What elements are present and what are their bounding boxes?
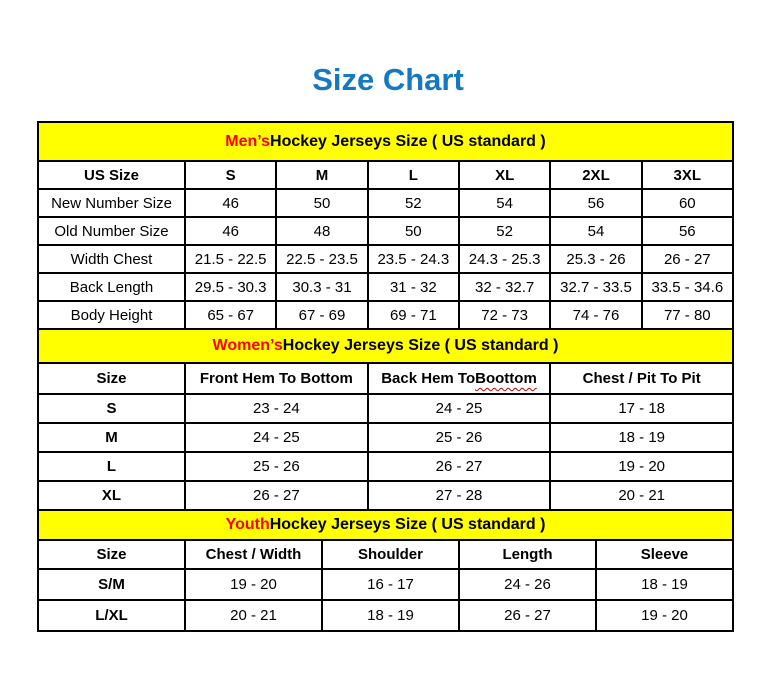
table-cell: 17 - 18 xyxy=(549,395,732,422)
page-title: Size Chart xyxy=(312,62,464,97)
column-header: Size xyxy=(96,546,127,563)
row-label: Back Length xyxy=(69,278,154,296)
womens-size-table xyxy=(39,328,732,509)
table-cell: 31 - 32 xyxy=(367,274,458,300)
column-header: 3XL xyxy=(641,162,732,188)
column-header: Length xyxy=(458,541,595,568)
table-cell: 19 - 20 xyxy=(595,601,732,630)
table-row xyxy=(39,599,732,630)
table-cell: 77 - 80 xyxy=(641,302,732,328)
row-label: XL xyxy=(101,487,122,504)
mens-title-highlight: Men’s xyxy=(225,132,271,150)
table-row xyxy=(39,393,732,422)
table-cell: 24 - 26 xyxy=(458,570,595,599)
table-cell: 56 xyxy=(549,190,640,216)
column-header: US Size xyxy=(83,166,140,184)
table-row xyxy=(39,422,732,451)
table-cell: 50 xyxy=(275,190,366,216)
womens-header-row xyxy=(39,362,732,393)
table-cell: 16 - 17 xyxy=(321,570,458,599)
column-header-text: Back Hem To xyxy=(381,370,476,387)
womens-title-highlight: Women’s xyxy=(212,337,283,354)
column-header: Shoulder xyxy=(321,541,458,568)
table-cell: 26 - 27 xyxy=(367,453,550,480)
table-cell: 25 - 26 xyxy=(184,453,367,480)
table-cell: 46 xyxy=(184,218,275,244)
table-cell: 54 xyxy=(458,190,549,216)
table-cell: 74 - 76 xyxy=(549,302,640,328)
table-cell: 22.5 - 23.5 xyxy=(275,246,366,272)
table-row xyxy=(39,272,732,300)
column-header: L xyxy=(367,162,458,188)
row-label: L xyxy=(106,458,117,475)
table-cell: 27 - 28 xyxy=(367,482,550,509)
table-cell: 18 - 19 xyxy=(595,570,732,599)
table-row xyxy=(39,300,732,328)
table-cell: 48 xyxy=(275,218,366,244)
table-cell: 25 - 26 xyxy=(367,424,550,451)
table-cell: 69 - 71 xyxy=(367,302,458,328)
column-header: Front Hem To Bottom xyxy=(184,364,367,393)
table-cell: 24 - 25 xyxy=(367,395,550,422)
row-label: S/M xyxy=(98,576,125,593)
table-cell: 29.5 - 30.3 xyxy=(184,274,275,300)
column-header: S xyxy=(184,162,275,188)
table-cell: 46 xyxy=(184,190,275,216)
youth-title-rest: Hockey Jerseys Size ( US standard ) xyxy=(269,516,546,533)
table-cell: 26 - 27 xyxy=(458,601,595,630)
youth-size-table xyxy=(39,509,732,630)
table-row xyxy=(39,451,732,480)
table-cell: 24 - 25 xyxy=(184,424,367,451)
table-cell: 19 - 20 xyxy=(549,453,732,480)
table-cell: 26 - 27 xyxy=(184,482,367,509)
table-cell: 18 - 19 xyxy=(549,424,732,451)
table-cell: 52 xyxy=(367,190,458,216)
table-cell: 18 - 19 xyxy=(321,601,458,630)
table-cell: 23 - 24 xyxy=(184,395,367,422)
table-cell: 54 xyxy=(549,218,640,244)
column-header: Chest / Width xyxy=(184,541,321,568)
womens-title-rest: Hockey Jerseys Size ( US standard ) xyxy=(282,337,559,354)
table-cell: 23.5 - 24.3 xyxy=(367,246,458,272)
table-row xyxy=(39,244,732,272)
table-row xyxy=(39,188,732,216)
youth-table-title xyxy=(39,509,732,539)
youth-header-row xyxy=(39,539,732,568)
table-row xyxy=(39,216,732,244)
column-header: Sleeve xyxy=(595,541,732,568)
table-cell: 50 xyxy=(367,218,458,244)
column-header: M xyxy=(275,162,366,188)
column-header: 2XL xyxy=(549,162,640,188)
table-cell: 20 - 21 xyxy=(184,601,321,630)
table-row xyxy=(39,568,732,599)
table-row xyxy=(39,480,732,509)
row-label: Body Height xyxy=(70,306,153,324)
table-cell: 65 - 67 xyxy=(184,302,275,328)
womens-table-title xyxy=(39,328,732,362)
row-label: M xyxy=(105,429,118,446)
table-cell: 26 - 27 xyxy=(641,246,732,272)
table-cell: 72 - 73 xyxy=(458,302,549,328)
misspelled-word: Boottom xyxy=(475,370,537,387)
table-cell: 21.5 - 22.5 xyxy=(184,246,275,272)
table-cell: 19 - 20 xyxy=(184,570,321,599)
table-cell: 60 xyxy=(641,190,732,216)
table-cell: 56 xyxy=(641,218,732,244)
table-cell: 52 xyxy=(458,218,549,244)
size-tables xyxy=(37,121,734,632)
row-label: S xyxy=(106,400,117,417)
row-label: Old Number Size xyxy=(54,222,169,240)
column-header: XL xyxy=(458,162,549,188)
table-cell: 32 - 32.7 xyxy=(458,274,549,300)
table-cell: 33.5 - 34.6 xyxy=(641,274,732,300)
table-cell: 30.3 - 31 xyxy=(275,274,366,300)
column-header xyxy=(367,364,550,393)
mens-title-rest: Hockey Jerseys Size ( US standard ) xyxy=(270,132,546,150)
table-cell: 24.3 - 25.3 xyxy=(458,246,549,272)
column-header: Size xyxy=(96,370,127,387)
mens-table-title xyxy=(39,123,732,160)
column-header: Chest / Pit To Pit xyxy=(549,364,732,393)
mens-size-table xyxy=(39,123,732,328)
row-label: L/XL xyxy=(95,607,128,624)
mens-header-row xyxy=(39,160,732,188)
youth-title-highlight: Youth xyxy=(225,516,270,533)
table-cell: 32.7 - 33.5 xyxy=(549,274,640,300)
table-cell: 20 - 21 xyxy=(549,482,732,509)
row-label: New Number Size xyxy=(51,194,172,212)
table-cell: 67 - 69 xyxy=(275,302,366,328)
row-label: Width Chest xyxy=(70,250,153,268)
table-cell: 25.3 - 26 xyxy=(549,246,640,272)
